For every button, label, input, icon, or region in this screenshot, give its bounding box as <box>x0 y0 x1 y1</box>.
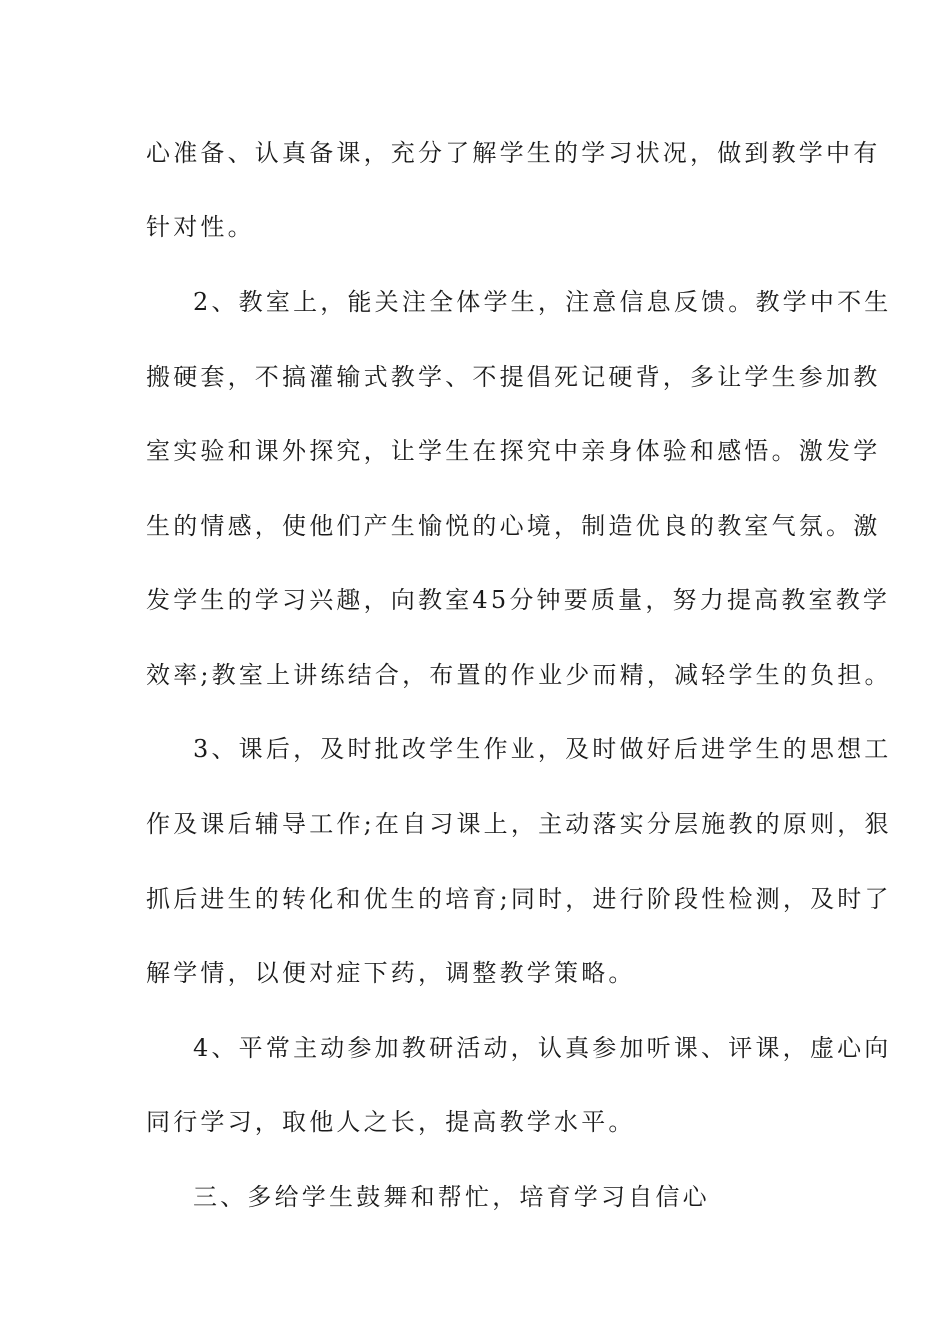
text-line: 抓后进生的转化和优生的培育;同时，进行阶段性检测，及时了 <box>146 885 892 913</box>
text-line: 效率;教室上讲练结合，布置的作业少而精，减轻学生的负担。 <box>146 661 892 689</box>
paragraph-2-start: 2、教室上，能关注全体学生，注意信息反馈。教学中不生 <box>193 288 892 316</box>
text-line: 心准备、认真备课，充分了解学生的学习状况，做到教学中有 <box>146 139 881 167</box>
text-line: 作及课后辅导工作;在自习课上，主动落实分层施教的原则，狠 <box>146 810 892 838</box>
text-line: 室实验和课外探究，让学生在探究中亲身体验和感悟。激发学 <box>146 437 881 465</box>
text-line: 同行学习，取他人之长，提高教学水平。 <box>146 1108 636 1136</box>
text-line: 搬硬套，不搞灌输式教学、不提倡死记硬背，多让学生参加教 <box>146 363 881 391</box>
text-line: 生的情感，使他们产生愉悦的心境，制造优良的教室气氛。激 <box>146 512 881 540</box>
text-line: 发学生的学习兴趣，向教室45分钟要质量，努力提高教室教学 <box>146 586 891 614</box>
text-line: 针对性。 <box>146 213 255 241</box>
text-line: 解学情，以便对症下药，调整教学策略。 <box>146 959 636 987</box>
paragraph-3-start: 3、课后，及时批改学生作业，及时做好后进学生的思想工 <box>193 735 892 763</box>
paragraph-4-start: 4、平常主动参加教研活动，认真参加听课、评课，虚心向 <box>193 1034 892 1062</box>
section-heading: 三、多给学生鼓舞和帮忙，培育学习自信心 <box>193 1183 710 1211</box>
